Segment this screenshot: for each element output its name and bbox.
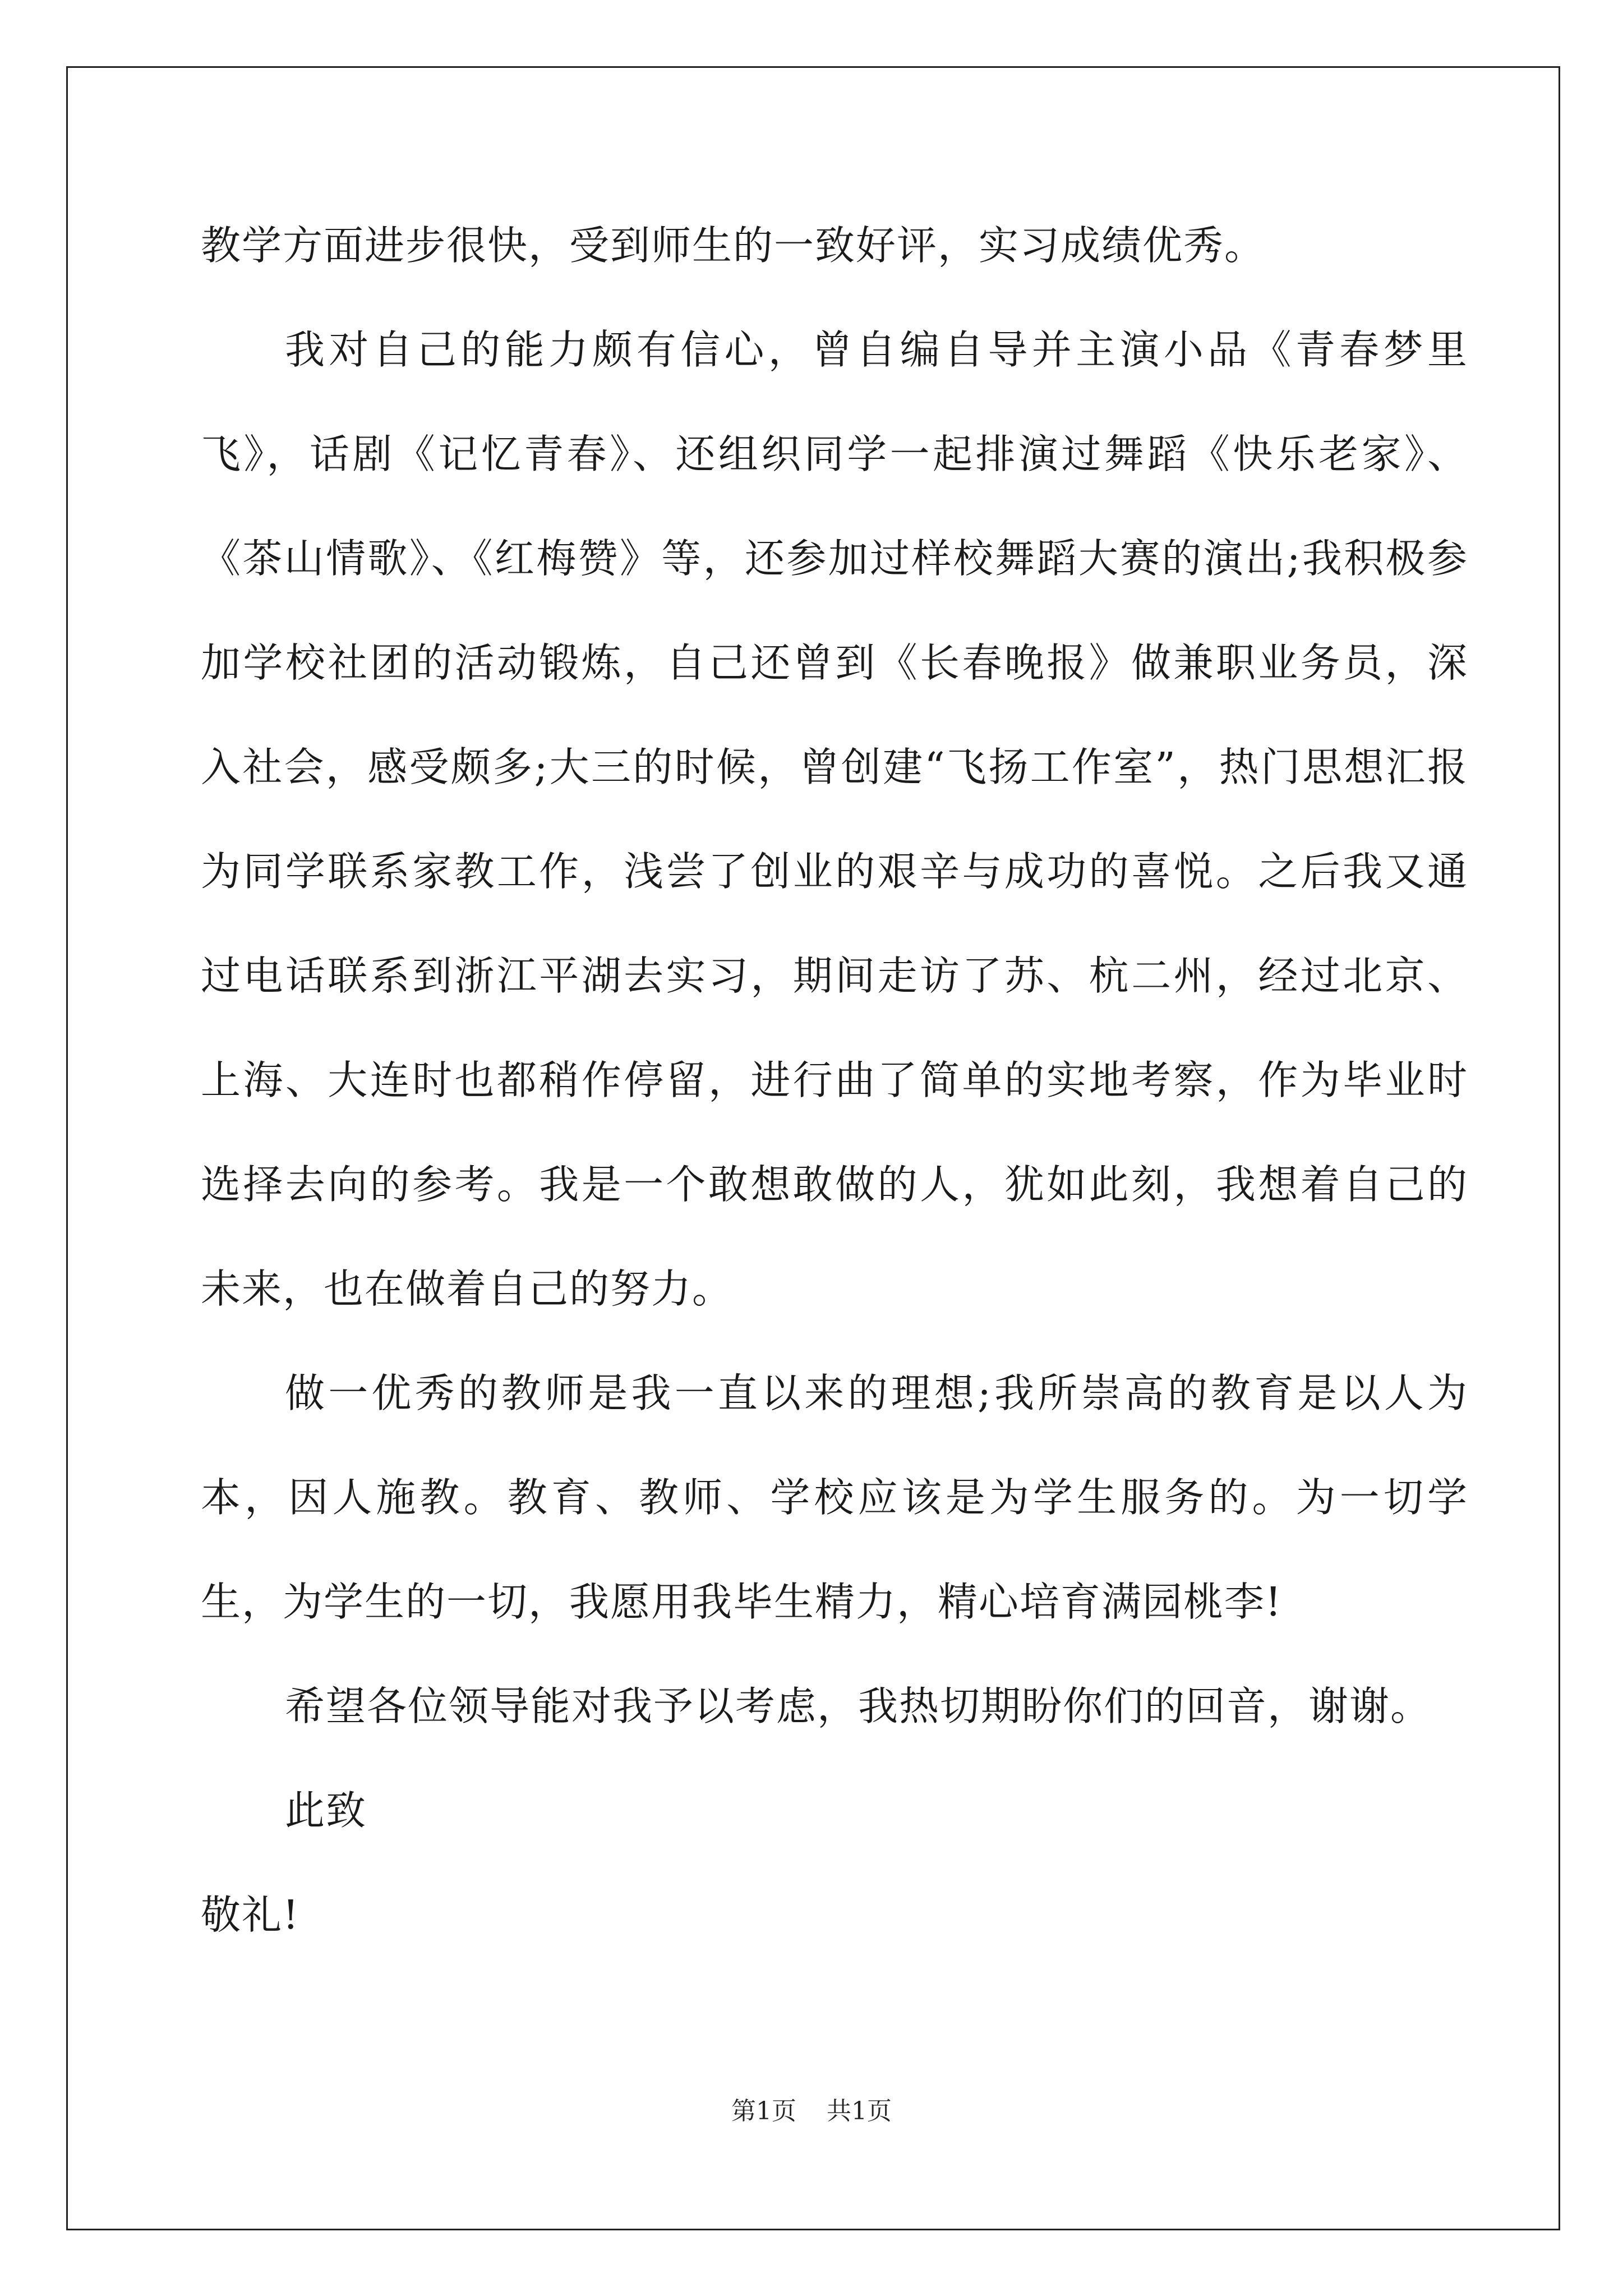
paragraph-2: 我对自己的能力颇有信心，曾自编自导并主演小品《青春梦里飞》，话剧《记忆青春》、还组织同学一起排演过舞蹈《快乐老家》、《茶山情歌》、《红梅赞》等，还参加过样校舞蹈大赛的演出;我积极参加学校社团的活动锻炼，自己还曾到《长春晚报》做兼职业务员，深入社会，感受颇多;大三的时候，曾创建“飞扬工作室”，热门思想汇报为同学联系家教工作，浅尝了创业的艰辛与成功的喜悦。之后我又通过电话联系到浙江平湖去实习，期间走访了苏、杭二州，经过北京、上海、大连时也都稍作停留，进行曲了简单的实地考察，作为毕业时选择去向的参考。我是一个敢想敢做的人，犹如此刻，我想着自己的未来，也在做着自己的努力。 bbox=[201, 326, 1468, 1312]
page-total: 共1页 bbox=[827, 2097, 892, 2125]
page-footer bbox=[0, 2095, 1623, 2128]
paragraph-1: 教学方面进步很快，受到师生的一致好评，实习成绩优秀。 bbox=[201, 222, 1266, 269]
page-number: 第1页 bbox=[731, 2097, 796, 2125]
letter-body bbox=[201, 194, 1468, 1967]
paragraph-4: 希望各位领导能对我予以考虑，我热切期盼你们的回音，谢谢。 bbox=[285, 1683, 1432, 1729]
paragraph-3: 做一优秀的教师是我一直以来的理想;我所崇高的教育是以人为本，因人施教。教育、教师、学校应该是为学生服务的。为一切学生，为学生的一切，我愿用我毕生精力，精心培育满园桃李! bbox=[201, 1370, 1468, 1625]
salutation: 敬礼! bbox=[201, 1892, 300, 1938]
closing-greeting: 此致 bbox=[285, 1787, 367, 1834]
